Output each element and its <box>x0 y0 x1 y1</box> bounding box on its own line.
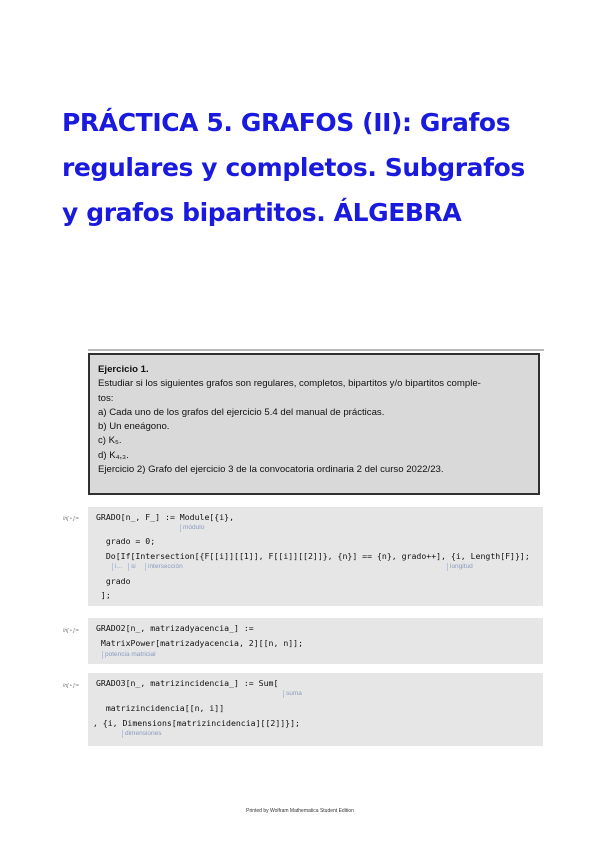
code-line: GRADO3[n_, matrizincidencia_] := Sum[ <box>96 678 279 688</box>
section-divider <box>88 349 544 351</box>
exercise-line: b) Un eneágono. <box>98 421 170 433</box>
exercise-line: Estudiar si los siguientes grafos son regulares, completos, bipartitos y/o bipartitos comple- <box>98 378 481 390</box>
page-title <box>62 100 562 235</box>
exercise-line: a) Cada uno de los grafos del ejercicio 5.4 del manual de prácticas. <box>98 406 385 418</box>
code-line: ]; <box>96 590 111 600</box>
exercise-line: d) K₄,₃. <box>98 449 129 461</box>
autocomplete-hint: i… <box>112 563 123 571</box>
autocomplete-hint: longitud <box>447 563 473 571</box>
title-line-2: regulares y completos. Subgrafos <box>62 153 525 182</box>
code-line: matrizincidencia[[n, i]] <box>96 703 225 713</box>
code-cell-grado2[interactable] <box>88 618 543 664</box>
input-cell-label: In[ • ]:= <box>63 628 79 634</box>
autocomplete-hint: potencia matricial <box>102 651 156 659</box>
code-line: , {i, Dimensions[matrizincidencia][[2]]}]; <box>88 718 300 728</box>
autocomplete-hint: suma <box>283 690 302 698</box>
code-line: GRADO[n_, F_] := Module[{i}, <box>96 512 235 522</box>
code-line: MatrixPower[matrizadyacencia, 2][[n, n]]; <box>96 638 304 648</box>
code-line: GRADO2[n_, matrizadyacencia_] := <box>96 623 254 633</box>
input-cell-label: In[ • ]:= <box>63 516 79 522</box>
autocomplete-hint: si <box>128 563 136 571</box>
autocomplete-hint: intersección <box>145 563 183 571</box>
autocomplete-hint: dimensiones <box>122 730 162 738</box>
exercise-box <box>88 353 540 495</box>
exercise-line: tos: <box>98 392 114 404</box>
exercise-line: Ejercicio 2) Grafo del ejercicio 3 de la convocatoria ordinaria 2 del curso 2022/23. <box>98 464 444 476</box>
print-footer: Printed by Wolfram Mathematica Student Edition <box>246 808 354 814</box>
code-cell-grado[interactable] <box>88 507 543 606</box>
title-line-1: PRÁCTICA 5. GRAFOS (II): Grafos <box>62 108 511 137</box>
code-line: Do[If[Intersection[{F[[i]][[1]], F[[i]][[2]]}, {n}] == {n}, grado++], {i, Length[F]}]; <box>96 551 530 561</box>
title-line-3: y grafos bipartitos. ÁLGEBRA <box>62 198 462 227</box>
exercise-heading: Ejercicio 1. <box>98 364 149 375</box>
input-cell-label: In[ • ]:= <box>63 683 79 689</box>
code-line: grado = 0; <box>96 536 156 546</box>
code-cell-grado3[interactable] <box>88 673 543 746</box>
exercise-line: c) K₅. <box>98 435 122 447</box>
code-line: grado <box>96 576 131 586</box>
autocomplete-hint: módulo <box>180 524 204 532</box>
